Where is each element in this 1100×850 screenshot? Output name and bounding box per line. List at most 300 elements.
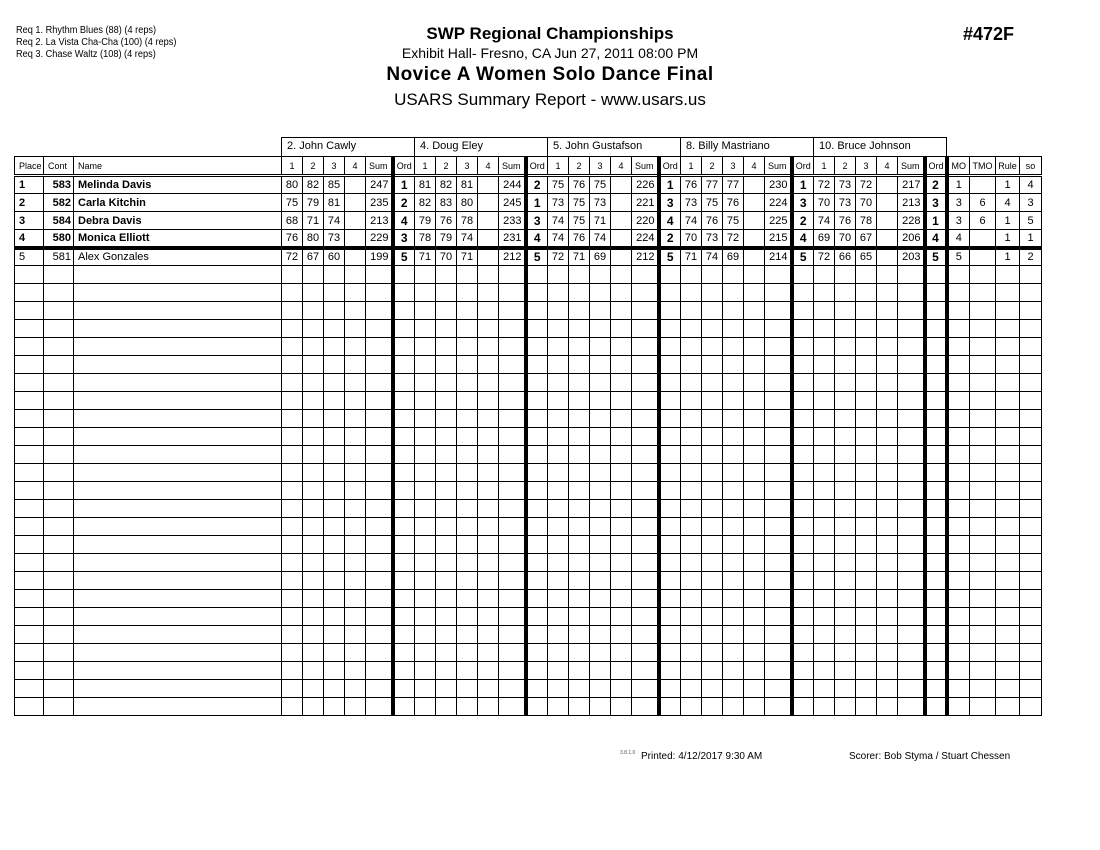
- judge5-score1-cell: 72: [814, 248, 835, 266]
- score-cell: [415, 410, 436, 428]
- empty-row: [15, 500, 1042, 518]
- score-cell: [478, 644, 499, 662]
- score-cell: [366, 698, 393, 716]
- cont-cell: [44, 644, 74, 662]
- score-cell: [415, 374, 436, 392]
- score-cell: [877, 392, 898, 410]
- score-cell: [702, 410, 723, 428]
- score-cell: [526, 374, 548, 392]
- score-cell: [590, 356, 611, 374]
- score-cell: [925, 662, 947, 680]
- score-cell: [526, 482, 548, 500]
- score-cell: [499, 572, 526, 590]
- score-cell: [877, 500, 898, 518]
- score-cell: [632, 500, 659, 518]
- judge4-sum-cell: 214: [765, 248, 792, 266]
- score-cell: [345, 662, 366, 680]
- score-cell: [590, 536, 611, 554]
- score-cell: [835, 428, 856, 446]
- name-cell: [74, 608, 282, 626]
- mo-cell: [947, 518, 970, 536]
- score-cell: [324, 428, 345, 446]
- col-header-mo: MO: [947, 157, 970, 176]
- score-cell: [925, 608, 947, 626]
- so-cell: [1020, 482, 1042, 500]
- empty-row: [15, 536, 1042, 554]
- score-cell: [324, 356, 345, 374]
- judge4-score3-cell: 72: [723, 230, 744, 248]
- judge5-score4-cell: [877, 248, 898, 266]
- judge2-score3-cell: 71: [457, 248, 478, 266]
- col-header-judge4-ord: Ord: [792, 157, 814, 176]
- score-cell: [723, 428, 744, 446]
- score-cell: [898, 680, 925, 698]
- score-cell: [457, 464, 478, 482]
- score-cell: [303, 302, 324, 320]
- score-cell: [877, 482, 898, 500]
- score-cell: [526, 392, 548, 410]
- score-cell: [835, 572, 856, 590]
- score-cell: [569, 662, 590, 680]
- score-cell: [393, 518, 415, 536]
- score-cell: [415, 320, 436, 338]
- score-cell: [303, 284, 324, 302]
- score-cell: [792, 626, 814, 644]
- score-cell: [345, 392, 366, 410]
- judge4-score1-cell: 73: [681, 194, 702, 212]
- col-header-judge3-4: 4: [611, 157, 632, 176]
- score-cell: [632, 338, 659, 356]
- judge4-ord-cell: 5: [792, 248, 814, 266]
- requirement-2: Req 2. La Vista Cha-Cha (100) (4 reps): [16, 37, 177, 48]
- mo-cell: [947, 590, 970, 608]
- score-cell: [324, 338, 345, 356]
- score-cell: [393, 554, 415, 572]
- score-cell: [632, 482, 659, 500]
- score-cell: [457, 410, 478, 428]
- score-cell: [925, 446, 947, 464]
- mo-cell: [947, 608, 970, 626]
- score-cell: [611, 284, 632, 302]
- place-cell: [15, 428, 44, 446]
- score-cell: [835, 464, 856, 482]
- score-cell: [792, 428, 814, 446]
- so-cell: [1020, 392, 1042, 410]
- judge5-score4-cell: [877, 194, 898, 212]
- judge3-score1-cell: 74: [548, 212, 569, 230]
- score-cell: [898, 464, 925, 482]
- col-header-tmo: TMO: [970, 157, 996, 176]
- judge4-score4-cell: [744, 230, 765, 248]
- score-cell: [324, 572, 345, 590]
- score-cell: [765, 536, 792, 554]
- score-cell: [457, 662, 478, 680]
- score-cell: [814, 464, 835, 482]
- score-cell: [681, 266, 702, 284]
- place-cell: [15, 572, 44, 590]
- rule-cell: [996, 644, 1020, 662]
- col-header-judge1-ord: Ord: [393, 157, 415, 176]
- score-cell: [744, 374, 765, 392]
- score-cell: [702, 662, 723, 680]
- place-cell: [15, 500, 44, 518]
- score-cell: [723, 392, 744, 410]
- cont-cell: [44, 608, 74, 626]
- place-cell: [15, 644, 44, 662]
- score-cell: [814, 266, 835, 284]
- mo-cell: [947, 464, 970, 482]
- score-cell: [282, 554, 303, 572]
- judge1-score4-cell: [345, 248, 366, 266]
- score-cell: [526, 302, 548, 320]
- score-cell: [723, 446, 744, 464]
- score-cell: [393, 392, 415, 410]
- score-cell: [681, 644, 702, 662]
- score-cell: [814, 500, 835, 518]
- score-cell: [457, 374, 478, 392]
- score-cell: [681, 626, 702, 644]
- score-cell: [415, 392, 436, 410]
- judge4-score2-cell: 77: [702, 176, 723, 194]
- score-cell: [499, 284, 526, 302]
- score-cell: [548, 590, 569, 608]
- score-cell: [590, 680, 611, 698]
- place-cell: [15, 608, 44, 626]
- result-row: [15, 230, 1042, 248]
- score-cell: [393, 428, 415, 446]
- score-cell: [632, 518, 659, 536]
- score-cell: [569, 266, 590, 284]
- score-cell: [499, 590, 526, 608]
- score-cell: [526, 680, 548, 698]
- rule-cell: [996, 572, 1020, 590]
- score-cell: [611, 554, 632, 572]
- score-cell: [792, 590, 814, 608]
- score-cell: [765, 410, 792, 428]
- score-cell: [366, 572, 393, 590]
- tmo-cell: [970, 428, 996, 446]
- score-cell: [345, 626, 366, 644]
- score-cell: [681, 374, 702, 392]
- score-cell: [393, 500, 415, 518]
- judge1-score1-cell: 68: [282, 212, 303, 230]
- score-cell: [548, 644, 569, 662]
- score-cell: [282, 392, 303, 410]
- score-cell: [814, 626, 835, 644]
- score-cell: [765, 554, 792, 572]
- empty-row: [15, 590, 1042, 608]
- judge1-score3-cell: 85: [324, 176, 345, 194]
- score-cell: [856, 356, 877, 374]
- score-cell: [324, 698, 345, 716]
- score-cell: [681, 320, 702, 338]
- event-number: #472F: [963, 24, 1015, 44]
- score-cell: [478, 482, 499, 500]
- judge2-ord-cell: 2: [526, 176, 548, 194]
- score-cell: [632, 680, 659, 698]
- score-cell: [345, 428, 366, 446]
- score-cell: [303, 338, 324, 356]
- empty-row: [15, 680, 1042, 698]
- score-cell: [526, 644, 548, 662]
- judge1-score3-cell: 73: [324, 230, 345, 248]
- score-cell: [632, 464, 659, 482]
- col-header-judge2-1: 1: [415, 157, 436, 176]
- score-cell: [436, 590, 457, 608]
- name-cell: [74, 320, 282, 338]
- empty-row: [15, 446, 1042, 464]
- place-cell: [15, 410, 44, 428]
- score-cell: [723, 662, 744, 680]
- score-cell: [659, 662, 681, 680]
- empty-row: [15, 698, 1042, 716]
- score-cell: [659, 356, 681, 374]
- score-cell: [702, 356, 723, 374]
- col-header-judge2-ord: Ord: [526, 157, 548, 176]
- so-cell: [1020, 626, 1042, 644]
- tmo-cell: [970, 266, 996, 284]
- score-cell: [925, 374, 947, 392]
- score-cell: [345, 464, 366, 482]
- score-cell: [632, 572, 659, 590]
- mo-cell: 4: [947, 230, 970, 248]
- place-cell: [15, 680, 44, 698]
- judge1-score1-cell: 75: [282, 194, 303, 212]
- judge4-score2-cell: 75: [702, 194, 723, 212]
- score-cell: [499, 302, 526, 320]
- mo-cell: [947, 338, 970, 356]
- score-cell: [835, 518, 856, 536]
- score-cell: [611, 500, 632, 518]
- col-header-cont: Cont: [44, 157, 74, 176]
- judge3-sum-cell: 220: [632, 212, 659, 230]
- judge5-sum-cell: 203: [898, 248, 925, 266]
- score-cell: [393, 320, 415, 338]
- score-cell: [702, 644, 723, 662]
- score-cell: [792, 338, 814, 356]
- score-cell: [499, 680, 526, 698]
- so-cell: [1020, 680, 1042, 698]
- score-cell: [457, 554, 478, 572]
- so-cell: 5: [1020, 212, 1042, 230]
- score-cell: [702, 302, 723, 320]
- tmo-cell: [970, 356, 996, 374]
- score-cell: [345, 446, 366, 464]
- score-cell: [723, 320, 744, 338]
- score-cell: [681, 662, 702, 680]
- score-cell: [877, 680, 898, 698]
- score-cell: [681, 554, 702, 572]
- score-cell: [499, 500, 526, 518]
- score-cell: [499, 698, 526, 716]
- score-cell: [856, 446, 877, 464]
- score-cell: [877, 518, 898, 536]
- score-cell: [856, 482, 877, 500]
- score-cell: [303, 482, 324, 500]
- col-header-judge2-3: 3: [457, 157, 478, 176]
- score-cell: [723, 374, 744, 392]
- judge2-score4-cell: [478, 194, 499, 212]
- score-cell: [681, 608, 702, 626]
- score-cell: [632, 428, 659, 446]
- judge-header-3: 5. John Gustafson: [547, 137, 681, 156]
- score-cell: [925, 500, 947, 518]
- score-cell: [590, 626, 611, 644]
- name-cell: Monica Elliott: [74, 230, 282, 248]
- score-cell: [744, 446, 765, 464]
- score-cell: [282, 338, 303, 356]
- score-cell: [366, 554, 393, 572]
- score-cell: [659, 338, 681, 356]
- score-cell: [744, 320, 765, 338]
- score-cell: [415, 284, 436, 302]
- place-cell: [15, 284, 44, 302]
- tmo-cell: [970, 446, 996, 464]
- cont-cell: [44, 464, 74, 482]
- score-cell: [659, 266, 681, 284]
- tmo-cell: [970, 698, 996, 716]
- report-title: USARS Summary Report - www.usars.us: [394, 90, 706, 109]
- score-cell: [345, 284, 366, 302]
- name-cell: [74, 392, 282, 410]
- cont-cell: [44, 572, 74, 590]
- score-cell: [324, 266, 345, 284]
- score-cell: [723, 266, 744, 284]
- score-cell: [436, 554, 457, 572]
- score-cell: [282, 320, 303, 338]
- tmo-cell: [970, 374, 996, 392]
- empty-row: [15, 482, 1042, 500]
- name-cell: Alex Gonzales: [74, 248, 282, 266]
- col-header-judge2-sum: Sum: [499, 157, 526, 176]
- so-cell: [1020, 410, 1042, 428]
- col-header-judge5-3: 3: [856, 157, 877, 176]
- score-cell: [744, 392, 765, 410]
- score-cell: [457, 536, 478, 554]
- tmo-cell: [970, 608, 996, 626]
- score-cell: [345, 500, 366, 518]
- judge3-score4-cell: [611, 212, 632, 230]
- score-cell: [611, 572, 632, 590]
- score-cell: [569, 374, 590, 392]
- rule-cell: [996, 464, 1020, 482]
- score-cell: [632, 662, 659, 680]
- score-cell: [569, 536, 590, 554]
- score-cell: [792, 608, 814, 626]
- score-cell: [898, 410, 925, 428]
- score-cell: [925, 302, 947, 320]
- score-cell: [345, 554, 366, 572]
- score-cell: [856, 554, 877, 572]
- mo-cell: [947, 374, 970, 392]
- score-cell: [814, 428, 835, 446]
- col-header-judge2-2: 2: [436, 157, 457, 176]
- mo-cell: [947, 284, 970, 302]
- score-cell: [681, 392, 702, 410]
- tmo-cell: [970, 554, 996, 572]
- score-cell: [611, 338, 632, 356]
- mo-cell: [947, 626, 970, 644]
- score-cell: [632, 644, 659, 662]
- empty-row: [15, 266, 1042, 284]
- judge5-ord-cell: 1: [925, 212, 947, 230]
- tmo-cell: [970, 284, 996, 302]
- score-cell: [814, 356, 835, 374]
- score-cell: [436, 446, 457, 464]
- score-cell: [856, 662, 877, 680]
- score-cell: [856, 338, 877, 356]
- score-cell: [898, 302, 925, 320]
- score-cell: [611, 356, 632, 374]
- empty-row: [15, 464, 1042, 482]
- empty-row: [15, 302, 1042, 320]
- judge1-score2-cell: 67: [303, 248, 324, 266]
- score-cell: [898, 662, 925, 680]
- score-cell: [723, 608, 744, 626]
- score-cell: [436, 320, 457, 338]
- score-cell: [723, 680, 744, 698]
- judge5-sum-cell: 228: [898, 212, 925, 230]
- score-cell: [478, 266, 499, 284]
- score-cell: [632, 608, 659, 626]
- score-cell: [792, 410, 814, 428]
- score-cell: [792, 302, 814, 320]
- score-cell: [436, 626, 457, 644]
- score-cell: [765, 608, 792, 626]
- score-cell: [792, 320, 814, 338]
- score-cell: [457, 698, 478, 716]
- rule-cell: [996, 374, 1020, 392]
- score-cell: [415, 554, 436, 572]
- score-cell: [744, 626, 765, 644]
- score-cell: [436, 680, 457, 698]
- name-cell: Carla Kitchin: [74, 194, 282, 212]
- score-cell: [877, 320, 898, 338]
- tmo-cell: [970, 662, 996, 680]
- score-cell: [345, 338, 366, 356]
- score-cell: [702, 518, 723, 536]
- score-cell: [611, 410, 632, 428]
- score-cell: [792, 464, 814, 482]
- rule-cell: [996, 536, 1020, 554]
- judge2-score1-cell: 71: [415, 248, 436, 266]
- score-cell: [499, 356, 526, 374]
- score-cell: [835, 482, 856, 500]
- name-cell: [74, 464, 282, 482]
- score-cell: [765, 338, 792, 356]
- score-cell: [681, 590, 702, 608]
- score-cell: [303, 626, 324, 644]
- empty-row: [15, 392, 1042, 410]
- score-cell: [366, 626, 393, 644]
- score-cell: [898, 536, 925, 554]
- score-cell: [324, 644, 345, 662]
- col-header-judge5-ord: Ord: [925, 157, 947, 176]
- score-cell: [415, 608, 436, 626]
- score-cell: [436, 608, 457, 626]
- score-cell: [856, 302, 877, 320]
- empty-row: [15, 410, 1042, 428]
- score-cell: [925, 680, 947, 698]
- score-cell: [702, 572, 723, 590]
- score-cell: [457, 428, 478, 446]
- score-cell: [499, 464, 526, 482]
- score-cell: [345, 680, 366, 698]
- score-cell: [702, 500, 723, 518]
- result-row: [15, 248, 1042, 266]
- name-cell: [74, 662, 282, 680]
- score-cell: [659, 536, 681, 554]
